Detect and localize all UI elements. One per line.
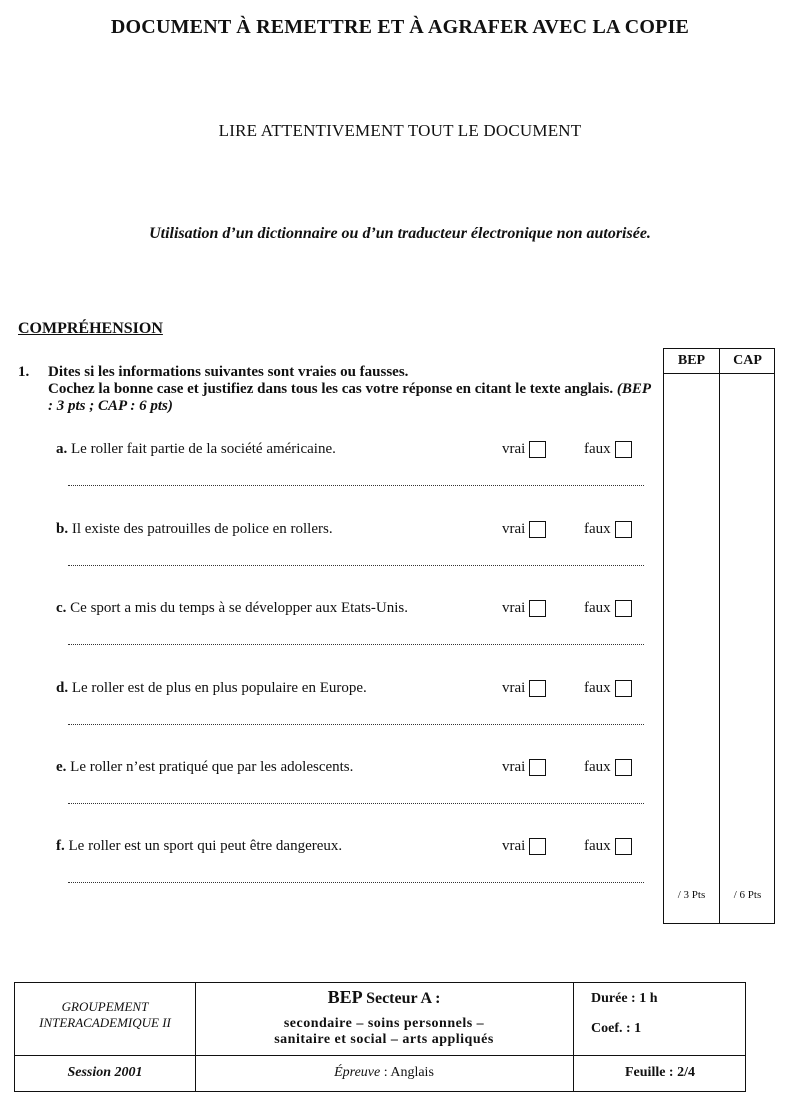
true-checkbox[interactable]: [529, 441, 546, 458]
exam-title: [195, 987, 573, 1008]
answer-line[interactable]: [68, 882, 644, 883]
score-header-divider: [664, 373, 774, 374]
true-choice: [502, 521, 546, 538]
group-cell: [15, 999, 195, 1031]
footer-divider: [15, 1055, 745, 1056]
duration-cell: [573, 991, 747, 1037]
session: Session 2001: [67, 1065, 143, 1080]
exam-duration: Durée : 1 h: [591, 991, 658, 1006]
item-text: Ce sport a mis du temps à se développer aux Etats-Unis.: [70, 600, 409, 616]
question-line-2: [48, 381, 658, 415]
item-letter: e.: [56, 759, 67, 775]
item-statement: [56, 441, 336, 458]
dictionary-notice: Utilisation d’un dictionnaire ou d’un traducteur électronique non autorisée.: [149, 225, 651, 242]
false-label: faux: [584, 838, 611, 855]
true-checkbox[interactable]: [529, 838, 546, 855]
item-text: Il existe des patrouilles de police en rollers.: [71, 521, 333, 537]
true-choice: [502, 838, 546, 855]
false-label: faux: [584, 521, 611, 538]
true-checkbox[interactable]: [529, 759, 546, 776]
false-choice: [584, 680, 632, 697]
true-label: vrai: [502, 600, 526, 617]
false-checkbox[interactable]: [615, 838, 632, 855]
false-choice: [584, 759, 632, 776]
item-text: Le roller fait partie de la société américaine.: [71, 441, 336, 457]
true-label: vrai: [502, 759, 526, 776]
true-checkbox[interactable]: [529, 600, 546, 617]
false-checkbox[interactable]: [615, 521, 632, 538]
item-statement: [56, 521, 333, 538]
sheet-number: Feuille : 2/4: [625, 1065, 695, 1080]
true-checkbox[interactable]: [529, 521, 546, 538]
question-instructions: [48, 364, 658, 415]
list-item: [56, 759, 656, 819]
score-cap-points: / 6 Pts: [733, 889, 762, 901]
true-choice: [502, 600, 546, 617]
question-line-2-text: Cochez la bonne case et justifiez dans tous les cas votre réponse en citant le texte anglais.: [48, 381, 614, 397]
item-text: Le roller est de plus en plus populaire en Europe.: [71, 680, 367, 696]
false-label: faux: [584, 441, 611, 458]
true-label: vrai: [502, 838, 526, 855]
false-choice: [584, 838, 632, 855]
item-letter: a.: [56, 441, 68, 457]
exam-cell: [195, 987, 573, 1048]
item-letter: b.: [56, 521, 69, 537]
document-title: DOCUMENT À REMETTRE ET À AGRAFER AVEC LA COPIE: [110, 16, 690, 38]
exam-sectors-1: secondaire – soins personnels –: [283, 1016, 485, 1031]
list-item: [56, 521, 656, 581]
epreuve-label: Épreuve: [334, 1065, 381, 1080]
item-letter: f.: [56, 838, 65, 854]
false-checkbox[interactable]: [615, 600, 632, 617]
true-label: vrai: [502, 521, 526, 538]
item-statement: [56, 680, 367, 697]
false-label: faux: [584, 600, 611, 617]
list-item: [56, 838, 656, 898]
true-label: vrai: [502, 441, 526, 458]
group-line-2: INTERACADEMIQUE II: [39, 1015, 171, 1030]
answer-line[interactable]: [68, 803, 644, 804]
item-statement: [56, 838, 342, 855]
question-line-1: Dites si les informations suivantes sont vraies ou fausses.: [48, 364, 409, 380]
exam-coefficient: Coef. : 1: [591, 1021, 642, 1036]
epreuve: [195, 1065, 573, 1081]
item-text: Le roller n’est pratiqué que par les adolescents.: [70, 759, 354, 775]
true-label: vrai: [502, 680, 526, 697]
true-choice: [502, 759, 546, 776]
exam-bep: BEP: [327, 987, 362, 1007]
item-letter: d.: [56, 680, 69, 696]
false-label: faux: [584, 759, 611, 776]
false-checkbox[interactable]: [615, 759, 632, 776]
question-number: 1.: [18, 364, 30, 380]
score-bep-points: / 3 Pts: [677, 889, 706, 901]
exam-info-table: [14, 982, 746, 1092]
answer-line[interactable]: [68, 724, 644, 725]
true-choice: [502, 441, 546, 458]
score-header-cap: CAP: [733, 353, 762, 368]
section-title: COMPRÉHENSION: [18, 320, 163, 337]
group-line-1: GROUPEMENT: [61, 999, 149, 1014]
score-table: [663, 348, 775, 924]
epreuve-value: : Anglais: [383, 1065, 434, 1080]
exam-secteur: Secteur A :: [366, 990, 441, 1007]
question-points: (BEP : 3 pts ; CAP : 6 pts): [48, 381, 651, 414]
false-choice: [584, 600, 632, 617]
item-statement: [56, 600, 408, 617]
instruction-heading: LIRE ATTENTIVEMENT TOUT LE DOCUMENT: [218, 121, 582, 140]
exam-sectors-2: sanitaire et social – arts appliqués: [274, 1032, 494, 1047]
item-letter: c.: [56, 600, 67, 616]
list-item: [56, 600, 656, 660]
answer-line[interactable]: [68, 565, 644, 566]
false-choice: [584, 441, 632, 458]
true-choice: [502, 680, 546, 697]
list-item: [56, 680, 656, 740]
false-checkbox[interactable]: [615, 680, 632, 697]
true-checkbox[interactable]: [529, 680, 546, 697]
answer-line[interactable]: [68, 485, 644, 486]
answer-line[interactable]: [68, 644, 644, 645]
false-label: faux: [584, 680, 611, 697]
false-choice: [584, 521, 632, 538]
score-header-bep: BEP: [677, 353, 706, 368]
item-statement: [56, 759, 353, 776]
false-checkbox[interactable]: [615, 441, 632, 458]
list-item: [56, 441, 656, 501]
item-text: Le roller est un sport qui peut être dangereux.: [68, 838, 343, 854]
score-column-divider: [719, 349, 720, 923]
